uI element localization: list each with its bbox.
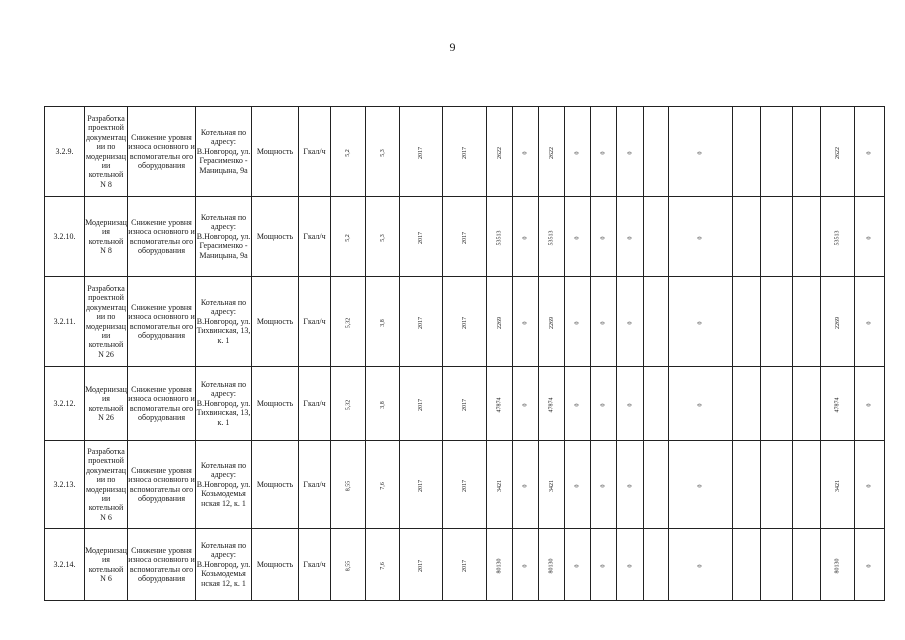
cost-col-6 [617,367,644,441]
project-name [85,441,128,529]
project-goal [128,367,196,441]
cell-indicator: Мощность [256,479,294,489]
cell-c2: 0 [522,564,529,568]
cell-v2: 7,6 [379,562,386,570]
cell-c12: 3421 [834,479,841,492]
object-address [196,367,252,441]
start-year [400,197,443,277]
cost-col-9 [733,529,761,601]
unit-of-measure [299,107,331,197]
cell-c1: 53513 [496,230,503,246]
cell-num: 3.2.12. [53,398,76,408]
cost-col-12 [821,197,855,277]
cell-c4: 0 [574,564,581,568]
cell-address: Котельная по адресу: В.Новгород, ул. Козьмодемья нская 12, к. 1 [196,460,251,508]
cell-num: 3.2.9. [55,146,74,156]
cell-c4: 0 [574,321,581,325]
row-number [45,107,85,197]
cost-col-6 [617,107,644,197]
cell-name: Разработка проектной документац ии по модернизац ии котельной N 26 [85,283,127,359]
cost-col-11 [793,529,821,601]
cell-c13: 0 [866,564,873,568]
value-before [331,197,366,277]
cost-col-5 [591,197,617,277]
cost-col-3 [539,441,565,529]
cost-col-3 [539,277,565,367]
cell-c6: 0 [627,236,633,240]
cell-c8: 0 [697,403,704,407]
cell-goal: Снижение уровня износа основного и вспомогательн ого оборудования [128,384,195,422]
cost-total [487,367,513,441]
cell-num: 3.2.11. [53,316,76,326]
cost-col-13 [855,441,885,529]
cell-c2: 0 [522,403,529,407]
cell-y2: 2017 [461,559,468,572]
table-row [45,277,885,367]
cell-indicator: Мощность [256,231,294,241]
cell-v1: 5,2 [345,234,351,242]
indicator-name [252,441,299,529]
cost-col-9 [733,441,761,529]
cost-col-11 [793,441,821,529]
object-address [196,107,252,197]
cell-c8: 0 [697,564,704,568]
cell-unit: Гкал/ч [303,559,326,569]
value-before [331,107,366,197]
cell-c13: 0 [866,321,873,325]
cell-unit: Гкал/ч [303,316,326,326]
cost-col-4 [565,529,591,601]
cost-col-3 [539,197,565,277]
cell-c5: 0 [600,403,607,407]
cost-col-7 [644,367,669,441]
cost-col-3 [539,367,565,441]
unit-of-measure [299,277,331,367]
cell-y1: 2017 [418,559,424,572]
row-number [45,367,85,441]
cell-name: Разработка проектной документац ии по модернизац ии котельной N 8 [85,113,127,189]
cell-address: Котельная по адресу: В.Новгород, ул. Тихвинская, 13, к. 1 [196,379,251,427]
cell-y2: 2017 [461,479,468,492]
cell-c12: 2622 [834,146,841,159]
object-address [196,277,252,367]
cell-c1: 2622 [496,146,503,159]
cost-col-2 [513,277,539,367]
cost-col-9 [733,277,761,367]
value-after [366,277,400,367]
cost-col-10 [761,441,793,529]
cell-c13: 0 [866,236,873,240]
cost-col-11 [793,107,821,197]
cell-y1: 2017 [418,398,424,411]
cost-col-12 [821,529,855,601]
cell-v2: 3,8 [379,319,386,327]
cell-y1: 2017 [418,316,424,329]
cell-c6: 0 [627,403,633,407]
end-year [443,367,487,441]
cell-c6: 0 [627,484,633,488]
cell-c3: 2622 [548,146,555,159]
cost-col-13 [855,367,885,441]
end-year [443,197,487,277]
indicator-name [252,529,299,601]
unit-of-measure [299,197,331,277]
cell-c12: 80130 [834,558,841,574]
row-number [45,529,85,601]
cell-v1: 5,32 [345,317,351,329]
value-after [366,441,400,529]
cell-goal: Снижение уровня износа основного и вспомогательн ого оборудования [128,217,195,255]
value-after [366,197,400,277]
cell-name: Модернизац ия котельной N 8 [85,217,127,255]
table-row [45,529,885,601]
project-name [85,197,128,277]
cell-address: Котельная по адресу: В.Новгород, ул. Герасименко - Маницына, 9а [196,127,251,175]
cell-c12: 47874 [834,397,841,413]
investment-program-table [44,106,885,601]
cost-col-7 [644,107,669,197]
cell-c13: 0 [866,484,873,488]
start-year [400,441,443,529]
cell-c3: 47874 [548,397,555,413]
cell-c8: 0 [697,236,704,240]
end-year [443,441,487,529]
cell-goal: Снижение уровня износа основного и вспомогательн ого оборудования [128,132,195,170]
cost-col-9 [733,367,761,441]
cell-v1: 5,2 [345,149,351,157]
cell-unit: Гкал/ч [303,146,326,156]
cell-num: 3.2.10. [53,231,76,241]
cell-c13: 0 [866,151,873,155]
cell-indicator: Мощность [256,398,294,408]
cell-c2: 0 [522,236,529,240]
cost-col-2 [513,441,539,529]
project-goal [128,197,196,277]
cost-col-12 [821,441,855,529]
cost-col-13 [855,529,885,601]
start-year [400,277,443,367]
cell-v2: 5,3 [379,149,386,157]
cell-y2: 2017 [461,316,468,329]
cell-v1: 8,55 [345,480,351,492]
project-goal [128,107,196,197]
value-after [366,529,400,601]
cell-c3: 80130 [548,558,555,574]
cell-c3: 2269 [548,316,555,329]
value-before [331,367,366,441]
cell-address: Котельная по адресу: В.Новгород, ул. Герасименко - Маницына, 9а [196,212,251,260]
cell-y2: 2017 [461,231,468,244]
cell-v1: 5,32 [345,399,351,411]
cost-col-13 [855,107,885,197]
object-address [196,441,252,529]
cell-num: 3.2.14. [53,559,76,569]
cost-col-5 [591,441,617,529]
cost-col-8 [669,367,733,441]
table-row [45,107,885,197]
cost-col-4 [565,277,591,367]
indicator-name [252,367,299,441]
cost-col-11 [793,197,821,277]
cost-col-3 [539,107,565,197]
cell-c12: 2269 [834,316,841,329]
cell-c1: 80130 [496,558,503,574]
table-row [45,197,885,277]
table-row [45,441,885,529]
cost-col-11 [793,367,821,441]
cell-indicator: Мощность [256,146,294,156]
cell-c2: 0 [522,484,529,488]
cost-col-5 [591,277,617,367]
cost-total [487,277,513,367]
cost-col-7 [644,197,669,277]
cell-c1: 47874 [496,397,503,413]
value-after [366,367,400,441]
page-number: 9 [449,40,456,54]
cell-c3: 53513 [548,230,555,246]
end-year [443,277,487,367]
cell-goal: Снижение уровня износа основного и вспомогательн ого оборудования [128,545,195,583]
project-name [85,277,128,367]
value-after [366,107,400,197]
cost-col-6 [617,277,644,367]
cost-col-8 [669,277,733,367]
value-before [331,277,366,367]
cell-c5: 0 [600,321,607,325]
cost-col-6 [617,441,644,529]
cell-c1: 3421 [496,479,503,492]
unit-of-measure [299,441,331,529]
cost-col-2 [513,197,539,277]
unit-of-measure [299,367,331,441]
cell-y1: 2017 [418,231,424,244]
end-year [443,107,487,197]
cost-col-7 [644,277,669,367]
unit-of-measure [299,529,331,601]
cell-c4: 0 [574,151,581,155]
value-before [331,441,366,529]
cost-col-10 [761,529,793,601]
cost-col-13 [855,277,885,367]
cost-col-5 [591,529,617,601]
cell-v2: 3,8 [379,401,386,409]
cost-col-8 [669,529,733,601]
cost-col-3 [539,529,565,601]
cost-col-9 [733,197,761,277]
cost-col-10 [761,107,793,197]
row-number [45,277,85,367]
cost-col-8 [669,441,733,529]
cell-name: Разработка проектной документац ии по модернизац ии котельной N 6 [85,446,127,522]
cost-total [487,441,513,529]
cost-col-9 [733,107,761,197]
start-year [400,367,443,441]
cell-v1: 8,55 [345,560,351,572]
project-name [85,529,128,601]
cell-unit: Гкал/ч [303,398,326,408]
cost-col-8 [669,197,733,277]
cell-y1: 2017 [418,479,424,492]
end-year [443,529,487,601]
cell-c5: 0 [600,564,607,568]
cell-unit: Гкал/ч [303,479,326,489]
cost-col-12 [821,367,855,441]
project-goal [128,529,196,601]
cost-col-2 [513,107,539,197]
cell-name: Модернизац ия котельной N 6 [85,545,127,583]
cost-col-7 [644,529,669,601]
cell-c5: 0 [600,484,607,488]
project-name [85,107,128,197]
cell-indicator: Мощность [256,316,294,326]
cost-total [487,107,513,197]
cell-v2: 7,6 [379,482,386,490]
cost-col-6 [617,529,644,601]
cost-col-4 [565,197,591,277]
cell-c4: 0 [574,403,581,407]
cost-col-2 [513,529,539,601]
cost-col-2 [513,367,539,441]
cell-goal: Снижение уровня износа основного и вспомогательн ого оборудования [128,302,195,340]
project-goal [128,441,196,529]
cost-col-5 [591,367,617,441]
indicator-name [252,277,299,367]
cell-c8: 0 [697,151,704,155]
cost-col-12 [821,107,855,197]
cell-c5: 0 [600,236,607,240]
cell-address: Котельная по адресу: В.Новгород, ул. Козьмодемья нская 12, к. 1 [196,540,251,588]
cell-c6: 0 [627,151,633,155]
cell-c8: 0 [697,484,704,488]
cell-c4: 0 [574,484,581,488]
cost-total [487,197,513,277]
cell-y2: 2017 [461,146,468,159]
cost-col-10 [761,367,793,441]
object-address [196,529,252,601]
cell-y1: 2017 [418,146,424,159]
cost-col-7 [644,441,669,529]
cell-unit: Гкал/ч [303,231,326,241]
start-year [400,107,443,197]
row-number [45,197,85,277]
cost-col-4 [565,107,591,197]
cell-indicator: Мощность [256,559,294,569]
cell-c2: 0 [522,321,529,325]
value-before [331,529,366,601]
cost-total [487,529,513,601]
project-name [85,367,128,441]
indicator-name [252,197,299,277]
cell-name: Модернизац ия котельной N 26 [85,384,127,422]
cost-col-6 [617,197,644,277]
cell-c6: 0 [627,564,633,568]
cell-c5: 0 [600,151,607,155]
cost-col-13 [855,197,885,277]
project-goal [128,277,196,367]
cost-col-10 [761,197,793,277]
cost-col-4 [565,367,591,441]
cell-c8: 0 [697,321,704,325]
indicator-name [252,107,299,197]
cost-col-4 [565,441,591,529]
cost-col-11 [793,277,821,367]
table-row [45,367,885,441]
cell-c1: 2269 [496,316,503,329]
start-year [400,529,443,601]
cost-col-12 [821,277,855,367]
cell-goal: Снижение уровня износа основного и вспомогательн ого оборудования [128,465,195,503]
cell-y2: 2017 [461,398,468,411]
object-address [196,197,252,277]
cell-c3: 3421 [548,479,555,492]
cell-c2: 0 [522,151,529,155]
cell-c6: 0 [627,321,633,325]
cell-c13: 0 [866,403,873,407]
cell-c4: 0 [574,236,581,240]
cell-c12: 53513 [834,230,841,246]
cost-col-8 [669,107,733,197]
cell-v2: 5,3 [379,234,386,242]
cell-num: 3.2.13. [53,479,76,489]
row-number [45,441,85,529]
cell-address: Котельная по адресу: В.Новгород, ул. Тихвинская, 13, к. 1 [196,297,251,345]
cost-col-5 [591,107,617,197]
cost-col-10 [761,277,793,367]
